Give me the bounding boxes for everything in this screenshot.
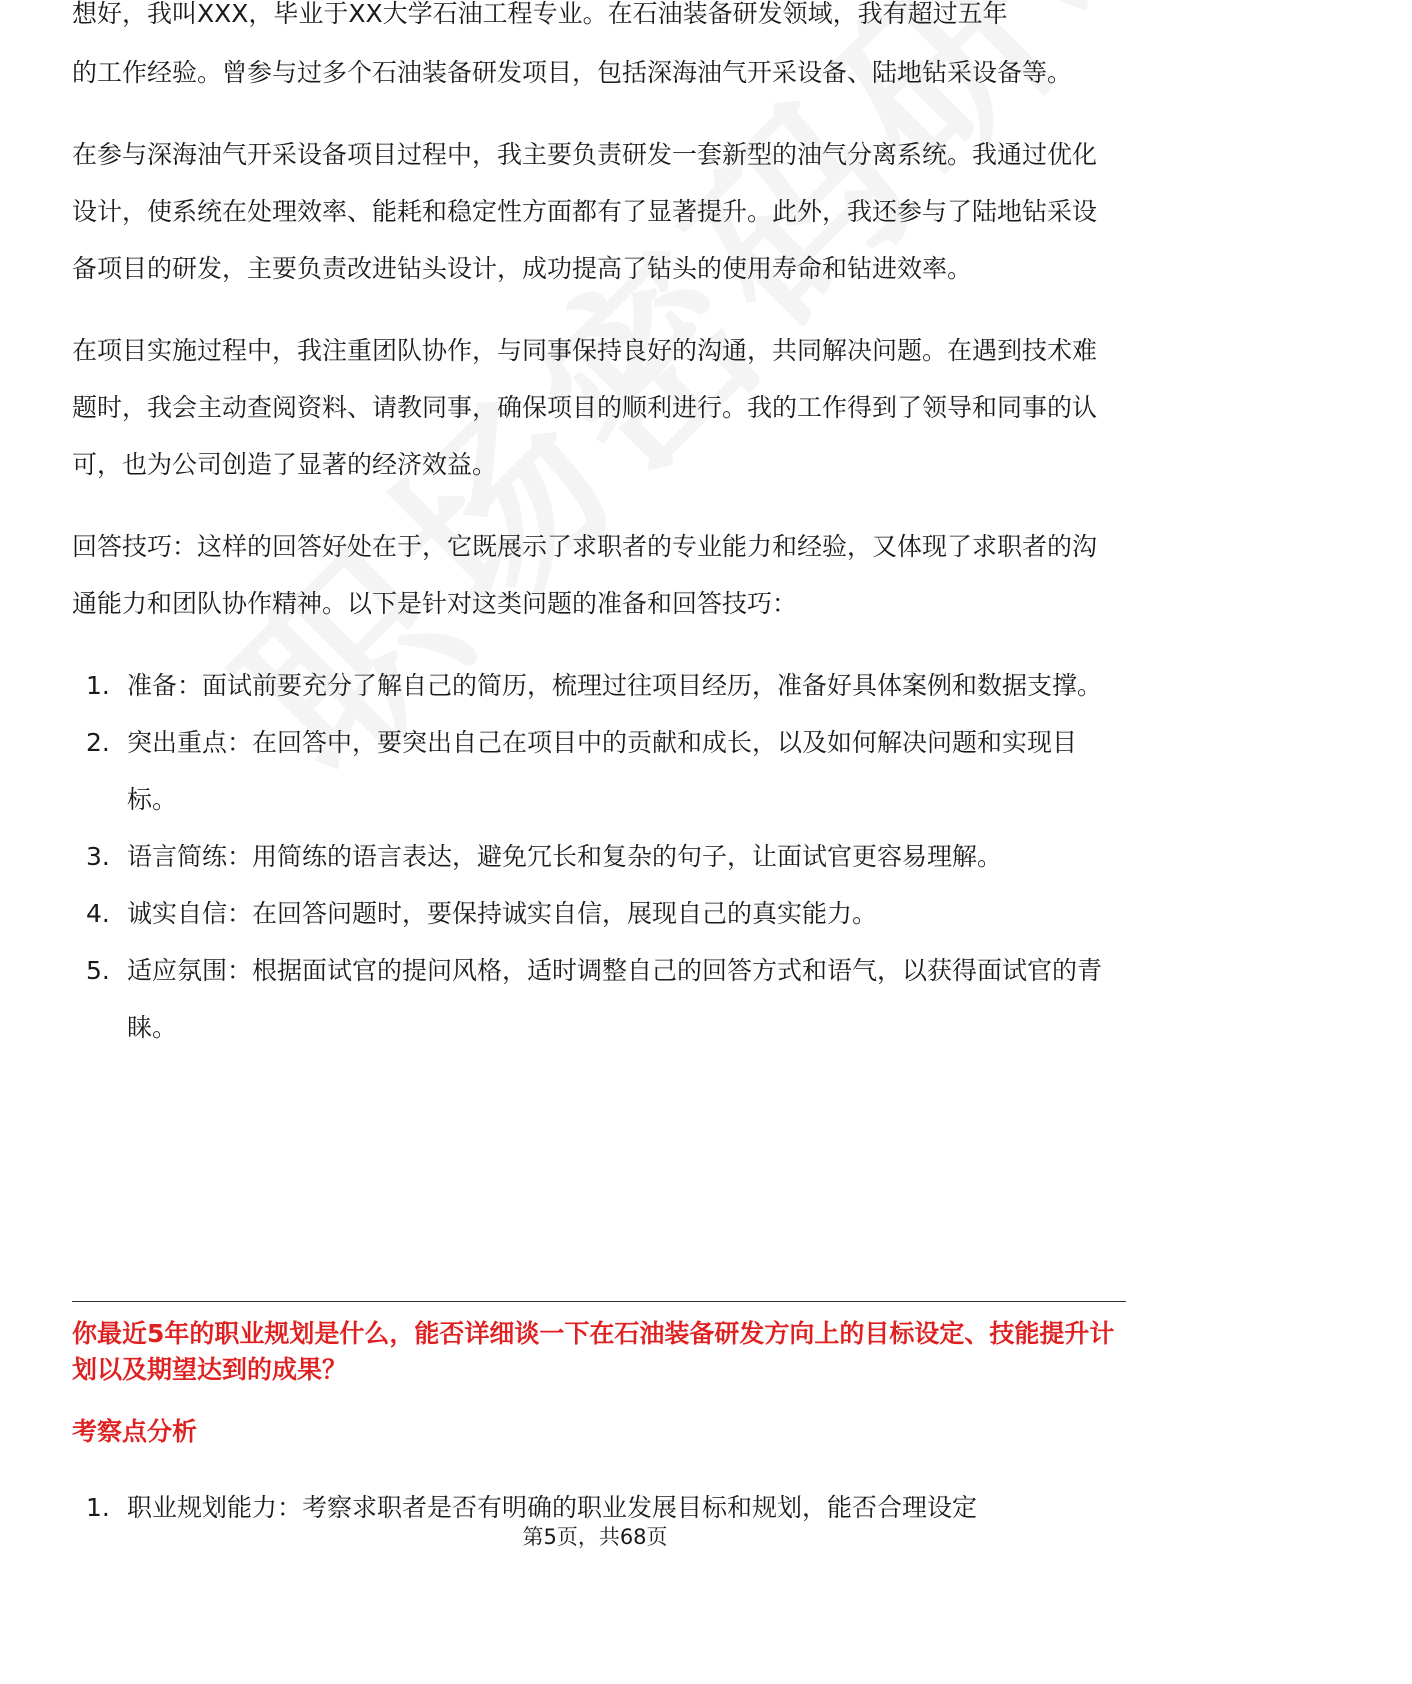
clipped-top-line: 想好，我叫XXX，毕业于XX大学石油工程专业。在石油装备研发领域，我有超过五年 — [72, 0, 1008, 28]
list-number: 1. — [86, 1493, 110, 1522]
list-item — [72, 942, 1120, 1056]
list-number: 5. — [86, 956, 110, 985]
main-content — [72, 0, 1120, 1056]
list-number: 3. — [86, 842, 110, 871]
list-item — [72, 828, 1120, 885]
list-item-text: 准备：面试前要充分了解自己的简历，梳理过往项目经历，准备好具体案例和数据支撑。 — [127, 671, 1103, 700]
tips-list — [72, 657, 1120, 1056]
paragraph-teamwork: 在项目实施过程中，我注重团队协作，与同事保持良好的沟通，共同解决问题。在遇到技术难题时，我会主动查阅资料、请教同事，确保项目的顺利进行。我的工作得到了领导和同事的认可，也为公司创造了显著的经济效益。 — [72, 336, 1098, 479]
list-item — [72, 714, 1120, 828]
list-item-text: 职业规划能力：考察求职者是否有明确的职业发展目标和规划，能否合理设定 — [127, 1493, 978, 1522]
question-heading: 你最近5年的职业规划是什么，能否详细谈一下在石油装备研发方向上的目标设定、技能提升计划以及期望达到的成果？ — [72, 1319, 1115, 1384]
list-number: 1. — [86, 671, 110, 700]
list-item — [72, 657, 1120, 714]
list-item-text: 诚实自信：在回答问题时，要保持诚实自信，展现自己的真实能力。 — [127, 899, 878, 928]
page-footer: 第5页，共68页 — [522, 1525, 668, 1549]
paragraph-intro: 的工作经验。曾参与过多个石油装备研发项目，包括深海油气开采设备、陆地钻采设备等。 — [72, 58, 1073, 87]
list-item-text: 突出重点：在回答中，要突出自己在项目中的贡献和成长，以及如何解决问题和实现目标。 — [127, 728, 1078, 814]
analysis-title: 考察点分析 — [72, 1417, 198, 1446]
section-divider — [72, 1301, 1126, 1302]
list-item-text: 语言简练：用简练的语言表达，避免冗长和复杂的句子，让面试官更容易理解。 — [127, 842, 1003, 871]
paragraph-project: 在参与深海油气开采设备项目过程中，我主要负责研发一套新型的油气分离系统。我通过优化设计，使系统在处理效率、能耗和稳定性方面都有了显著提升。此外，我还参与了陆地钻采设备项目的研发，主要负责改进钻头设计，成功提高了钻头的使用寿命和钻进效率。 — [72, 140, 1098, 283]
paragraph-tips-intro: 回答技巧：这样的回答好处在于，它既展示了求职者的专业能力和经验，又体现了求职者的沟通能力和团队协作精神。以下是针对这类问题的准备和回答技巧： — [72, 532, 1098, 618]
list-item — [72, 885, 1120, 942]
list-number: 4. — [86, 899, 110, 928]
list-item-text: 适应氛围：根据面试官的提问风格，适时调整自己的回答方式和语气，以获得面试官的青睐。 — [127, 956, 1103, 1042]
list-number: 2. — [86, 728, 110, 757]
